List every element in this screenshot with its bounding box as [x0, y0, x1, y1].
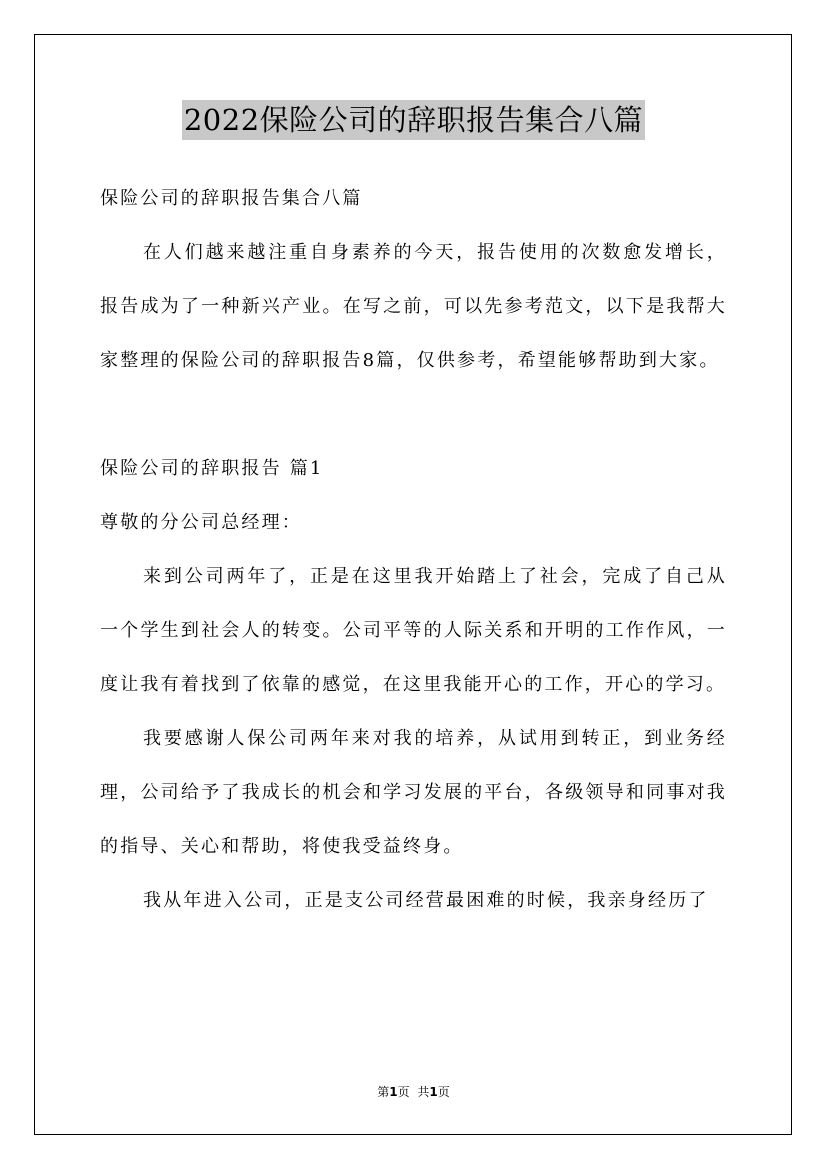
document-title: 2022保险公司的辞职报告集合八篇 — [182, 100, 645, 140]
body-paragraph-3: 我从年进入公司，正是支公司经营最困难的时候，我亲身经历了 — [143, 890, 709, 911]
section-heading: 保险公司的辞职报告 篇1 — [100, 458, 324, 479]
section-gap — [100, 388, 727, 442]
title-container — [0, 100, 827, 140]
page-prefix: 第 — [377, 1085, 390, 1099]
total-prefix: 共 — [417, 1085, 430, 1099]
body-paragraph-1: 来到公司两年了，正是在这里我开始踏上了社会，完成了自己从一个学生到社会人的转变。公司平等的人际关系和开明的工作作风，一度让我有着找到了依靠的感觉，在这里我能开心的工作，开心的学习。 — [100, 566, 727, 695]
intro-paragraph: 在人们越来越注重自身素养的今天，报告使用的次数愈发增长，报告成为了一种新兴产业。在写之前，可以先参考范文，以下是我帮大家整理的保险公司的辞职报告8篇，仅供参考，希望能够帮助到大家。 — [100, 242, 727, 371]
page-footer — [0, 1084, 827, 1100]
total-pages: 1 — [429, 1085, 438, 1099]
salutation: 尊敬的分公司总经理： — [100, 512, 302, 533]
document-subtitle: 保险公司的辞职报告集合八篇 — [100, 188, 363, 209]
document-body — [100, 172, 727, 928]
page-suffix: 页 — [397, 1085, 410, 1099]
page-number: 1 — [389, 1085, 398, 1099]
body-paragraph-2: 我要感谢人保公司两年来对我的培养，从试用到转正，到业务经理，公司给予了我成长的机会和学习发展的平台，各级领导和同事对我的指导、关心和帮助，将使我受益终身。 — [100, 728, 727, 857]
total-suffix: 页 — [437, 1085, 450, 1099]
